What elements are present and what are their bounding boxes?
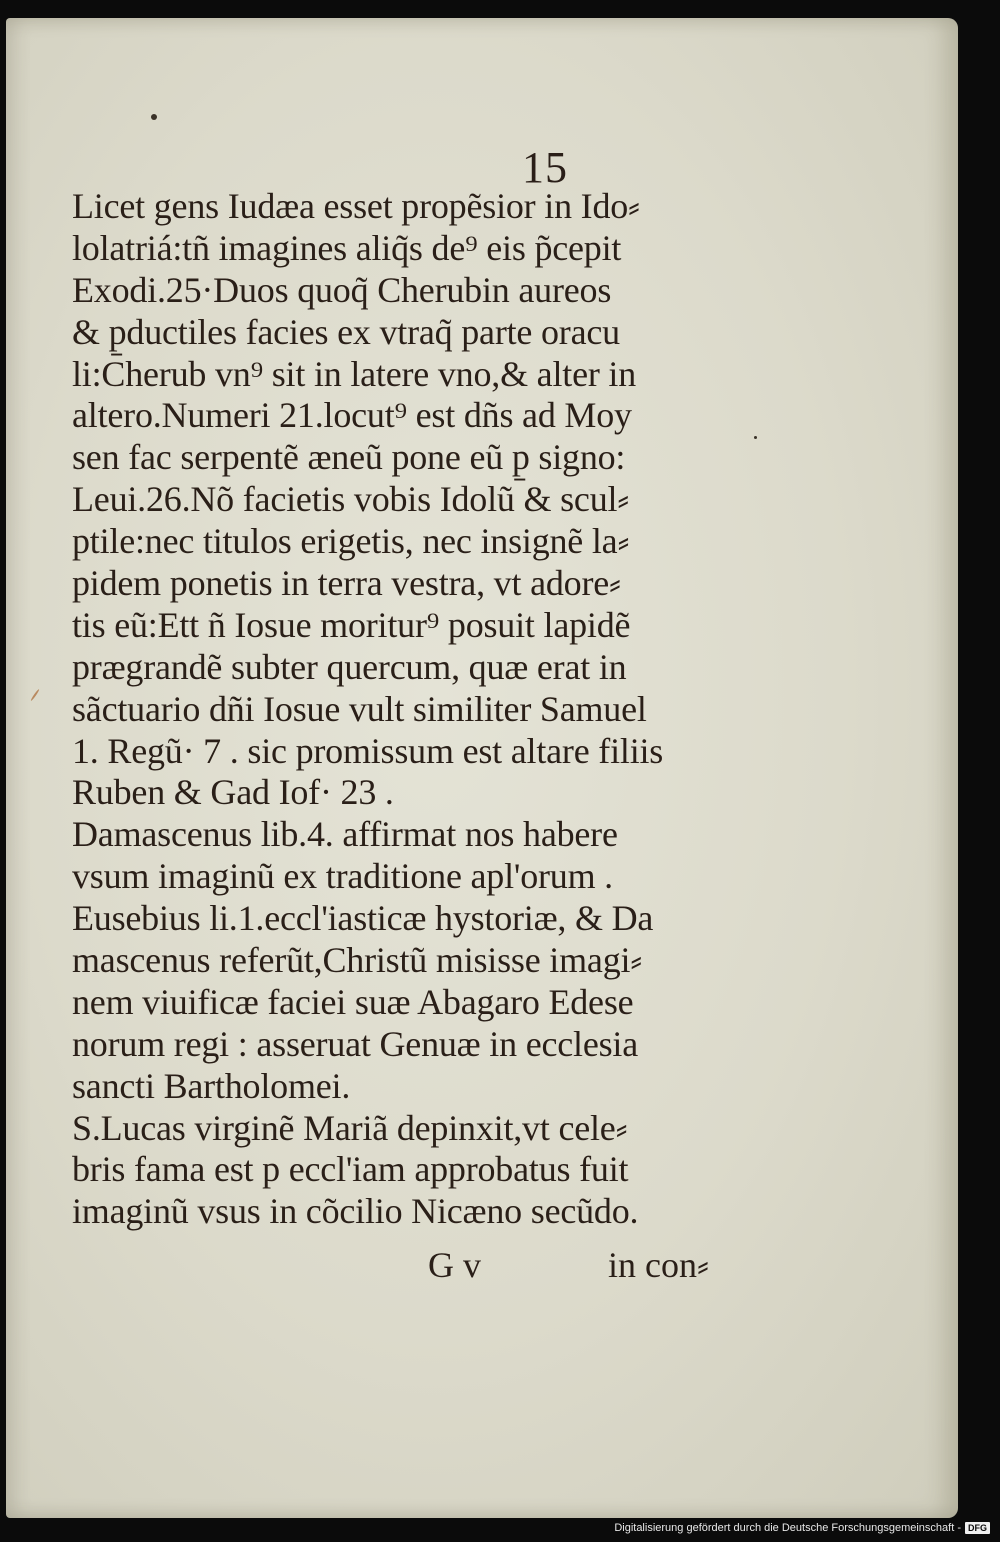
text-line: Damascenus lib.4. affirmat nos habere xyxy=(72,814,618,855)
signature-line xyxy=(428,1244,709,1286)
text-line: sancti Bartholomei. xyxy=(72,1065,351,1106)
body-text xyxy=(72,186,772,1233)
text-line: altero.Numeri 21.locut⁹ est dñs ad Moy xyxy=(72,395,632,436)
text-line: sen fac serpentẽ æneũ pone eũ p̱ signo: xyxy=(72,437,626,478)
text-line: li:Cherub vn⁹ sit in latere vno,& alter in xyxy=(72,353,637,394)
footer xyxy=(614,1518,990,1538)
text-line: vsum imaginũ ex traditione apl'orum . xyxy=(72,856,613,897)
text-line: bris fama est p eccl'iam approbatus fuit xyxy=(72,1149,629,1190)
text-line: sãctuario dñi Iosue vult similiter Samuel xyxy=(72,688,647,729)
text-line: lolatriá:tñ imagines aliq̃s de⁹ eis p̃cepit xyxy=(72,227,622,268)
text-line: mascenus referũt,Christũ misisse imagi⸗ xyxy=(72,940,643,981)
text-line: Exodi.25·Duos quoq̃ Cherubin aureos xyxy=(72,269,612,310)
text-line: norum regi : asseruat Genuæ in ecclesia xyxy=(72,1023,639,1064)
catchword: in con⸗ xyxy=(608,1245,709,1285)
text-line: Ruben & Gad Iof· 23 . xyxy=(72,772,394,813)
text-line: & p̱ductiles facies ex vtraq̃ parte oracu xyxy=(72,311,620,352)
text-line: tis eũ:Ett ñ Iosue moritur⁹ posuit lapidẽ xyxy=(72,604,631,645)
text-line: ptile:nec titulos erigetis, nec insignẽ la⸗ xyxy=(72,521,630,562)
signature-mark: G v xyxy=(428,1245,481,1285)
text-line: Eusebius li.1.eccl'iasticæ hystoriæ, & Da xyxy=(72,898,654,939)
text-line: Leui.26.Nõ facietis vobis Idolũ & scul⸗ xyxy=(72,479,630,520)
dfg-logo: DFG xyxy=(965,1522,990,1534)
text-line: S.Lucas virginẽ Mariã depinxit,vt cele⸗ xyxy=(72,1107,628,1148)
text-line: nem viuificæ faciei suæ Abagaro Edese xyxy=(72,981,634,1022)
text-line: pidem ponetis in terra vestra, vt adore⸗ xyxy=(72,563,621,604)
text-line: imaginũ vsus in cõcilio Nicæno secũdo. xyxy=(72,1191,639,1232)
page-number: 15 xyxy=(522,143,568,192)
footer-credit: Digitalisierung gefördert durch die Deutsche Forschungsgemeinschaft - xyxy=(614,1522,961,1534)
text-line: prægrandẽ subter quercum, quæ erat in xyxy=(72,646,627,687)
text-line: Licet gens Iudæa esset propẽsior in Ido⸗ xyxy=(72,186,640,226)
ink-spot xyxy=(30,689,40,702)
ink-spot xyxy=(151,114,157,120)
text-line: 1. Regũ· 7 . sic promissum est altare filiis xyxy=(72,730,664,771)
